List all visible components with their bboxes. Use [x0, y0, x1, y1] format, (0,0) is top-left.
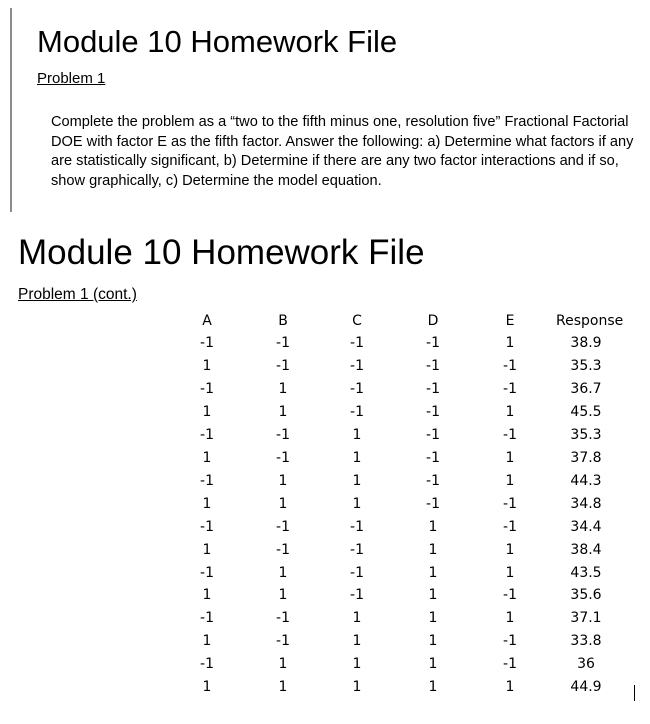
slide1-title: Module 10 Homework File [37, 24, 398, 59]
factor-cell: 1 [352, 472, 362, 489]
factor-cell: -1 [503, 587, 517, 604]
factor-cell: -1 [503, 495, 517, 512]
slide2-title: Module 10 Homework File [18, 233, 425, 272]
factor-cell: 1 [428, 541, 438, 558]
factor-cell: 1 [202, 679, 212, 696]
factor-cell: 1 [428, 633, 438, 650]
factor-cell: 1 [278, 587, 288, 604]
factor-cell: 1 [352, 656, 362, 673]
factor-cell: -1 [200, 426, 214, 443]
factor-cell: -1 [350, 564, 364, 581]
factor-cell: -1 [426, 335, 440, 351]
factor-cell: -1 [276, 633, 290, 650]
response-cell: 45.5 [570, 403, 602, 420]
factor-cell: -1 [200, 564, 214, 581]
response-cell: 37.1 [570, 610, 602, 627]
slide-left-border [10, 8, 12, 212]
factor-cell: -1 [200, 380, 214, 397]
response-cell: 35.6 [570, 587, 602, 604]
response-cell: 34.8 [570, 495, 602, 512]
col-header-c: C [352, 313, 362, 329]
factor-cell: 1 [505, 472, 515, 489]
factor-cell: -1 [350, 335, 364, 351]
factor-cell: 1 [352, 426, 362, 443]
factor-cell: 1 [352, 633, 362, 650]
response-cell: 38.9 [570, 335, 602, 351]
factor-cell: -1 [276, 610, 290, 627]
factor-cell: 1 [202, 633, 212, 650]
factor-cell: -1 [503, 518, 517, 535]
factor-cell: 1 [428, 587, 438, 604]
factor-cell: -1 [276, 541, 290, 558]
slide2-subtitle: Problem 1 (cont.) [18, 286, 137, 303]
factor-cell: 1 [352, 449, 362, 466]
response-cell: 35.3 [570, 426, 602, 443]
problem-description: Complete the problem as a “two to the fifth minus one, resolution five” Fractional Factorial DOE with factor E as the fifth factor. Answer the following: a) Determine what factors if any are statistically significant, b) Determine if there are any two factor interactions and if so, show graphically, c) Determine the model equation. [51, 114, 634, 189]
factor-cell: -1 [350, 587, 364, 604]
factor-cell: 1 [202, 403, 212, 420]
factor-cell: 1 [505, 541, 515, 558]
col-header-b: B [278, 313, 288, 329]
factor-cell: -1 [200, 335, 214, 351]
factor-cell: 1 [202, 541, 212, 558]
factor-cell: 1 [428, 564, 438, 581]
factor-cell: 1 [505, 449, 515, 466]
factor-cell: -1 [200, 518, 214, 535]
factor-cell: -1 [276, 426, 290, 443]
factor-cell: 1 [278, 495, 288, 512]
col-header-d: D [427, 313, 439, 329]
factor-cell: 1 [428, 679, 438, 696]
col-header-response: Response [556, 313, 624, 329]
factor-cell: -1 [426, 472, 440, 489]
factor-cell: 1 [352, 495, 362, 512]
factor-cell: 1 [202, 495, 212, 512]
factor-cell: 1 [352, 610, 362, 627]
factor-cell: -1 [426, 403, 440, 420]
factor-cell: 1 [278, 679, 288, 696]
factor-cell: -1 [276, 335, 290, 351]
factor-cell: -1 [276, 449, 290, 466]
factor-cell: 1 [505, 610, 515, 627]
factor-cell: -1 [503, 380, 517, 397]
factor-cell: 1 [428, 518, 438, 535]
factor-cell: 1 [505, 679, 515, 696]
response-cell: 44.3 [570, 472, 602, 489]
factor-cell: -1 [276, 357, 290, 374]
factor-cell: -1 [426, 449, 440, 466]
factor-cell: 1 [278, 380, 288, 397]
response-cell: 36 [577, 656, 595, 673]
factor-cell: -1 [503, 633, 517, 650]
factor-cell: -1 [276, 518, 290, 535]
response-cell: 35.3 [570, 357, 602, 374]
factor-cell: -1 [350, 541, 364, 558]
factor-cell: 1 [505, 564, 515, 581]
factor-cell: 1 [352, 679, 362, 696]
col-header-e: E [505, 313, 515, 329]
slide1-subtitle: Problem 1 [37, 70, 106, 87]
factor-cell: -1 [350, 380, 364, 397]
response-cell: 36.7 [570, 380, 602, 397]
response-cell: 38.4 [570, 541, 602, 558]
factor-cell: -1 [200, 472, 214, 489]
text-cursor [634, 685, 635, 701]
slide-problem-1 [0, 0, 650, 224]
factor-cell: -1 [426, 380, 440, 397]
factor-cell: -1 [200, 610, 214, 627]
factor-cell: -1 [426, 357, 440, 374]
factor-cell: -1 [503, 426, 517, 443]
response-cell: 37.8 [570, 449, 602, 466]
factor-cell: -1 [503, 357, 517, 374]
col-header-a: A [202, 313, 212, 329]
response-cell: 33.8 [570, 633, 602, 650]
factor-cell: -1 [426, 426, 440, 443]
factor-cell: 1 [278, 472, 288, 489]
factor-cell: 1 [202, 449, 212, 466]
factor-cell: -1 [350, 403, 364, 420]
factor-cell: 1 [278, 564, 288, 581]
response-cell: 43.5 [570, 564, 602, 581]
factor-cell: 1 [505, 403, 515, 420]
factor-cell: -1 [350, 518, 364, 535]
response-cell: 44.9 [570, 679, 602, 696]
factor-cell: 1 [202, 357, 212, 374]
factor-cell: 1 [505, 335, 515, 351]
factor-cell: -1 [426, 495, 440, 512]
factor-cell: 1 [428, 656, 438, 673]
factor-cell: -1 [200, 656, 214, 673]
factor-cell: 1 [278, 403, 288, 420]
factor-cell: -1 [503, 656, 517, 673]
response-cell: 34.4 [570, 518, 602, 535]
factor-cell: -1 [350, 357, 364, 374]
factor-cell: 1 [428, 610, 438, 627]
factor-cell: 1 [202, 587, 212, 604]
factor-cell: 1 [278, 656, 288, 673]
